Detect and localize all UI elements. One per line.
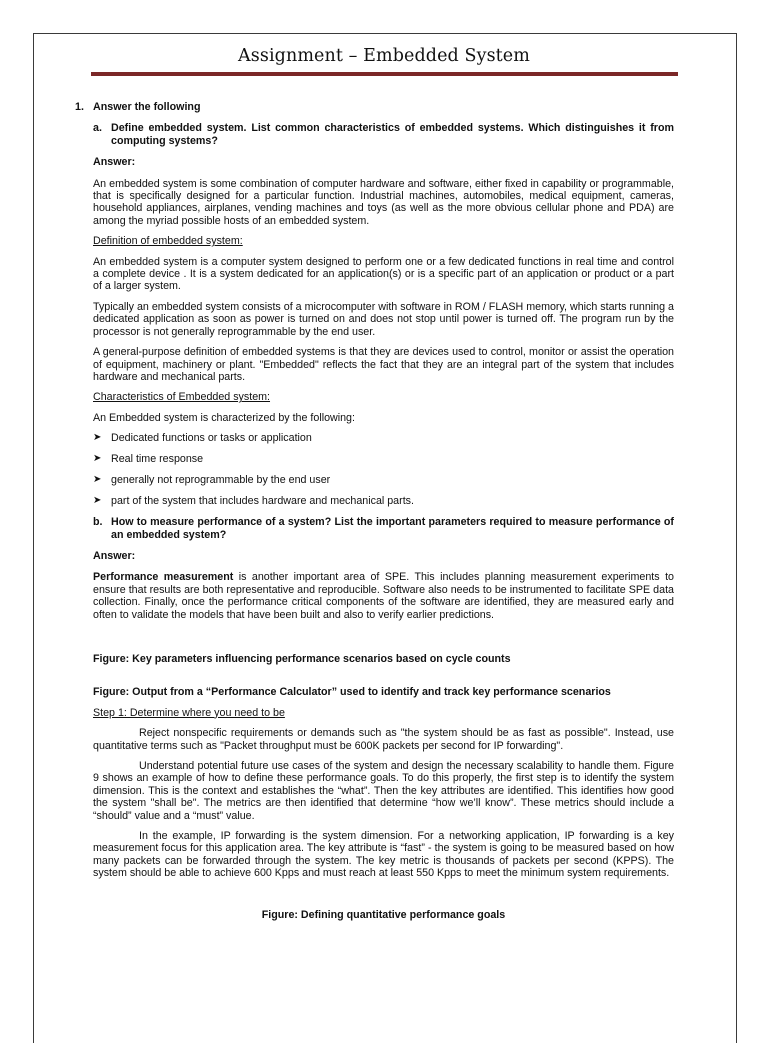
question-a-number: a. bbox=[93, 122, 102, 135]
arrow-bullet-icon: ➤ bbox=[93, 495, 102, 507]
question-1-number: 1. bbox=[75, 101, 84, 113]
answer-label-a: Answer: bbox=[93, 156, 136, 169]
arrow-bullet-icon: ➤ bbox=[93, 432, 102, 444]
figure-caption-1: Figure: Key parameters influencing performance scenarios based on cycle counts bbox=[93, 652, 511, 665]
list-item bbox=[93, 453, 674, 465]
list-item bbox=[93, 432, 674, 444]
characteristics-intro: An Embedded system is characterized by the following: bbox=[93, 411, 355, 424]
step-paragraph-2: Understand potential future use cases of the system and design the necessary scalability to handle them. Figure 9 shows an example of how to define these performance goals. To do this properly, the first step is to identify the system dimension. This is the context and establishes the “what”. Then the key attributes are identified. This identifies how good the system "shall be". The metrics are then identified that determine “how we’ll know”. These metrics should include a “should” value and a “must” value. bbox=[93, 760, 674, 822]
figure-caption-3: Figure: Defining quantitative performance goals bbox=[261, 908, 506, 921]
document-body bbox=[75, 101, 674, 921]
question-a-text: Define embedded system. List common characteristics of embedded systems. Which distinguishes it from computing systems? bbox=[111, 122, 674, 147]
figure-spacer bbox=[93, 629, 674, 653]
performance-paragraph bbox=[93, 571, 674, 621]
question-b-number: b. bbox=[93, 516, 103, 529]
characteristics-list bbox=[93, 432, 674, 507]
characteristics-heading: Characteristics of Embedded system: bbox=[93, 391, 271, 404]
answer-label-b: Answer: bbox=[93, 549, 136, 562]
arrow-bullet-icon: ➤ bbox=[93, 474, 102, 486]
list-item-text: Real time response bbox=[111, 453, 204, 466]
question-1-text: Answer the following bbox=[93, 101, 201, 113]
definition-paragraph-2: Typically an embedded system consists of a microcomputer with software in ROM / FLASH memory, which starts running a dedicated application as soon as power is turned on and does not stop until power is turned off. The program run by the processor is not generally reprogrammable by the end user. bbox=[93, 300, 674, 338]
title-rule bbox=[91, 72, 678, 76]
list-item-text: Dedicated functions or tasks or application bbox=[111, 432, 312, 445]
list-item-text: part of the system that includes hardware and mechanical parts. bbox=[111, 495, 414, 508]
list-item-text: generally not reprogrammable by the end user bbox=[111, 474, 331, 487]
question-1 bbox=[75, 101, 674, 113]
step-paragraph-1: Reject nonspecific requirements or demands such as "the system should be as fast as possible". Instead, use quantitative terms such as "Packet throughput must be 600K packets per second for IP forwarding". bbox=[93, 727, 674, 752]
definition-paragraph-1: An embedded system is a computer system designed to perform one or a few dedicated functions in real time and control a complete device . It is a system dedicated for an application(s) or is a specific part of an application or product or a part of a larger system. bbox=[93, 255, 674, 293]
arrow-bullet-icon: ➤ bbox=[93, 453, 102, 465]
list-item bbox=[93, 474, 674, 486]
figure-caption-2: Figure: Output from a “Performance Calculator” used to identify and track key performance scenarios bbox=[93, 686, 611, 699]
figure-spacer bbox=[93, 665, 674, 686]
performance-text: is another important area of SPE. This includes planning measurement experiments to ensure that results are both representative and reproducible. Software also needs to be instrumented to facilitate SPE data collection. Finally, once the performance critical components of the software are identified, they are measured early and often to validate the models that have been built and also to verify earlier predictions. bbox=[93, 571, 674, 621]
question-a bbox=[93, 122, 674, 147]
definition-paragraph-3: A general-purpose definition of embedded systems is that they are devices used to control, monitor or assist the operation of equipment, machinery or plant. "Embedded" reflects the fact that they are an integral part of the system that includes hardware and mechanical parts. bbox=[93, 346, 674, 383]
performance-term: Performance measurement bbox=[93, 571, 234, 584]
step-1-heading: Step 1: Determine where you need to be bbox=[93, 706, 285, 719]
list-item bbox=[93, 495, 674, 507]
document-title: Assignment – Embedded System bbox=[238, 46, 530, 66]
figure-spacer bbox=[93, 888, 674, 909]
answer-a-paragraph-1: An embedded system is some combination of computer hardware and software, either fixed in capability or programmable, that is specifically designed for a particular function. Industrial machines, automobiles, medical equipment, cameras, household appliances, airplanes, vending machines and toys (as well as the more obvious cellular phone and PDA) are among the myriad possible hosts of an embedded system. bbox=[93, 177, 674, 227]
step-paragraph-3: In the example, IP forwarding is the system dimension. For a networking application, IP forwarding is a key measurement focus for this application area. The key attribute is “fast” - the system is going to be measured based on how many packets can be forwarded through the system. The key metric is thousands of packets per second (KPPS). The system should be able to achieve 600 Kpps and must reach at least 550 Kpps to meet the minimum system requirements. bbox=[93, 830, 674, 880]
question-b bbox=[93, 516, 674, 541]
definition-heading: Definition of embedded system: bbox=[93, 235, 243, 248]
question-b-text: How to measure performance of a system? List the important parameters required to measure performance of an embedded system? bbox=[111, 516, 674, 541]
